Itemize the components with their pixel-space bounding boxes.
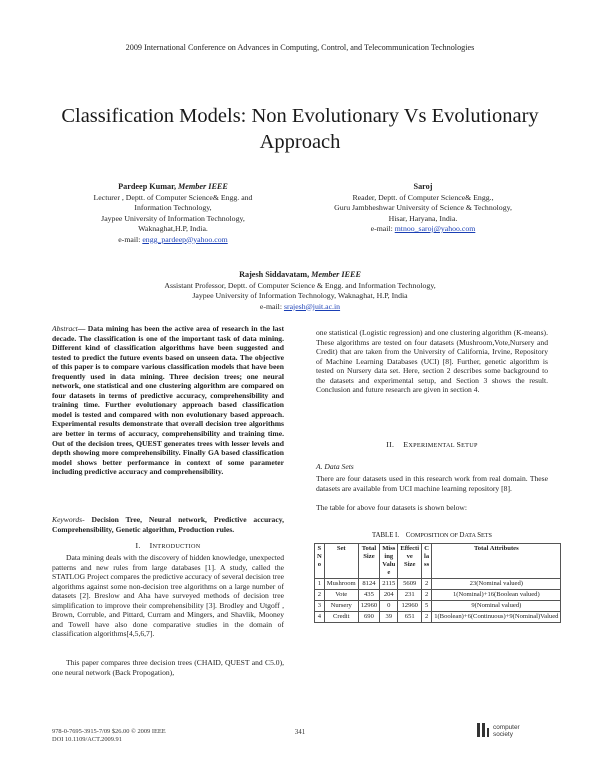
author-affiliation-line: Assistant Professor, Deptt. of Computer Science & Engg. and Information Technology, [164, 280, 436, 290]
keywords-text: Decision Tree, Neural network, Predictive accuracy, Comprehensibility, Genetic algorithm, Production rules. [52, 515, 284, 534]
caption-rest: OMPOSITION OF [410, 532, 460, 539]
table-cell: 2 [315, 590, 325, 601]
section-heading-experimental-setup [316, 440, 548, 449]
author-affiliation-line: Waknaghat,H.P, India. [138, 224, 208, 233]
computer-society-logo [476, 722, 536, 738]
table-cell: 2 [422, 590, 432, 601]
keywords-label: Keywords- [52, 515, 85, 524]
footer-copyright [52, 728, 252, 744]
table-cell: Credit [324, 612, 358, 623]
section-title-rest: NTRODUCTION [152, 543, 201, 550]
conference-header: 2009 International Conference on Advances in Computing, Control, and Telecommunication Technologies [125, 43, 475, 52]
page-number: 341 [294, 728, 306, 736]
section-number: II. [386, 440, 395, 449]
table-row [315, 579, 561, 590]
table-cell: 8124 [358, 579, 379, 590]
table-cell: 12960 [358, 601, 379, 612]
section-title-initial: I [149, 541, 153, 550]
author-name: Saroj [413, 182, 433, 191]
table-cell: 12960 [398, 601, 422, 612]
caption-initial: D [459, 532, 465, 539]
table-row [315, 612, 561, 623]
intro-paragraph-1: Data mining deals with the discovery of hidden knowledge, unexpected patterns and new rules from large databases [1]. A study, called the STATLOG Project compares the predictive accuracy of several decision tree algorithms against some non-decision tree algorithms on a large number of datasets [2]. Breslow and Aha have surveyed methods of decision tree simplification to improve their comprehensibility [3]. Brodley and Utgoff , Brown, Corruble, and Pittard, Curram and Mingers, and Shavlik, Mooney and Towell have also done comparative studies in the domain of classification algorithms[4,5,6,7]. [52, 553, 284, 639]
table-cell: 0 [380, 601, 398, 612]
table-number: TABLE I. [372, 532, 400, 539]
table-row [315, 601, 561, 612]
author-name: Rajesh Siddavatam, [239, 270, 310, 279]
table-cell: 204 [380, 590, 398, 601]
table-cell: 1 [315, 579, 325, 590]
right-paragraph-1: one statistical (Logistic regression) and one clustering algorithm (K-means). These algorithms are tested on four datasets (Mushroom,Vote,Nursery and Credit) that are taken from the University of California, Irvine, Repository of Machine Learning Databases (UCI) [8]. Further, genetic algorithm is tested on Nursery data set. Here, section 2 describes some background to the datasets and experimental setup, and Section 3 shows the result. Conclusion and future research are given in section 4. [316, 328, 548, 395]
table-header-cell: Set [324, 544, 358, 579]
table-cell: 1(Nominal)+16(Boolean valued) [432, 590, 561, 601]
author-role: Member IEEE [178, 182, 228, 191]
table-cell: 2 [422, 579, 432, 590]
table-cell: 435 [358, 590, 379, 601]
footer-doi: DOI 10.1109/ACT.2009.91 [52, 736, 122, 743]
table-cell: 2 [422, 612, 432, 623]
table-cell: 9(Nominal valued) [432, 601, 561, 612]
paper-title: Classification Models: Non Evolutionary Vs Evolutionary Approach [61, 105, 539, 153]
section-heading-introduction [52, 541, 284, 550]
author-email-link[interactable]: srajesh@juit.ac.in [283, 301, 341, 311]
table-caption [316, 532, 548, 539]
section-title-rest: ETUP [461, 442, 478, 449]
table-cell: 690 [358, 612, 379, 623]
table-header-cell: S N o [315, 544, 325, 579]
abstract [52, 324, 284, 477]
ieee-logo-icon [476, 722, 490, 738]
table-header-cell: Total Size [358, 544, 379, 579]
email-label: e-mail: [259, 301, 282, 311]
datasets-paragraph: There are four datasets used in this research work from real domain. These datasets are available from UCI machine learning repository [8]. [316, 474, 548, 493]
author-email-link[interactable]: mtnoo_saroj@yahoo.com [394, 224, 476, 233]
table-cell: 1(Boolean)+6(Continuous)+9(Nominal)Valued [432, 612, 561, 623]
author-name: Pardeep Kumar, [118, 182, 177, 191]
table-cell: 39 [380, 612, 398, 623]
intro-paragraph-2: This paper compares three decision trees (CHAID, QUEST and C5.0), one neural network (Back Propogation), [52, 658, 284, 677]
author-affiliation-line: Reader, Deptt. of Computer Science& Engg., [352, 192, 494, 202]
table-cell: 5609 [398, 579, 422, 590]
author-block-3 [70, 270, 530, 312]
logo-text-bottom: society [493, 730, 513, 738]
section-title-initial: S [456, 440, 462, 449]
caption-initial: C [405, 532, 411, 539]
datasets-table-intro: The table for above four datasets is shown below: [316, 503, 467, 512]
table-cell: 2115 [380, 579, 398, 590]
author-affiliation-line: Guru Jambheshwar University of Science & Technology, [334, 203, 512, 212]
email-label: e-mail: [118, 234, 141, 244]
author-email-link[interactable]: engg_pardeep@yahoo.com [142, 234, 228, 244]
table-cell: Vote [324, 590, 358, 601]
table-header-cell: Miss ing Valu e [380, 544, 398, 579]
table-cell: 23(Nominal valued) [432, 579, 561, 590]
abstract-label: Abstract [52, 324, 78, 333]
logo-text-top: computer [493, 724, 520, 732]
table-cell: 651 [398, 612, 422, 623]
email-label: e-mail: [370, 224, 393, 233]
author-affiliation-line: Jaypee University of Information Technology, Waknaghat, H.P, India [192, 291, 408, 300]
table-header-cell: C la ss [422, 544, 432, 579]
author-block-2 [298, 182, 548, 235]
author-affiliation-line: Lecturer , Deptt. of Computer Science& Engg. and [93, 192, 253, 202]
author-affiliation-line: Hisar, Haryana, India. [388, 213, 458, 223]
author-affiliation-line: Information Technology, [134, 203, 212, 212]
table-row [315, 590, 561, 601]
keywords [52, 515, 284, 534]
table-cell: 4 [315, 612, 325, 623]
author-role: Member IEEE [311, 270, 361, 279]
table-cell: 5 [422, 601, 432, 612]
caption-rest: ETS [480, 532, 492, 539]
table-cell: 3 [315, 601, 325, 612]
table-header-cell: Effecti ve Size [398, 544, 422, 579]
section-number: I. [135, 541, 141, 550]
table-cell: Nursery [324, 601, 358, 612]
section-title-rest: XPERIMENTAL [408, 442, 457, 449]
table-cell: 231 [398, 590, 422, 601]
author-block-1 [48, 182, 298, 245]
abstract-text: — Data mining has been the active area of research in the last decade. The classification is one of the important task of data mining. Different kind of classification algorithms have been suggested and tested to predict the future events based on unseen data. The objective of this paper is to compare various classification models that have been frequently used in data mining. Three decision trees; one neural network, one statistical and one clustering algorithm are compared on four datasets in terms of predictive accuracy, comprehensibility and training time. Further evolutionary approach based classification model is tested and compared with non evolutionary based approach. Experimental results demonstrate that overall decision tree algorithms are better in terms of accuracy, comprehensibility and training time. Out of the decision trees, QUEST generates trees with lesser levels and depth showing more comprehensibility. Finally GA based classification model shows better performance in context of some parameter including predictive accuracy and comprehensibility. [52, 324, 284, 477]
caption-initial: S [477, 532, 481, 539]
subsection-heading-data-sets: A. Data Sets [316, 462, 354, 471]
author-affiliation-line: Jaypee University of Information Technology, [101, 213, 245, 223]
table-cell: Mushroom [324, 579, 358, 590]
datasets-table [314, 543, 561, 623]
table-header-cell: Total Attributes [432, 544, 561, 579]
section-title-initial: E [403, 440, 409, 449]
footer-isbn: 978-0-7695-3915-7/09 $26.00 © 2009 IEEE [52, 728, 166, 735]
caption-rest: ATA [464, 532, 478, 539]
table-header-row [315, 544, 561, 579]
